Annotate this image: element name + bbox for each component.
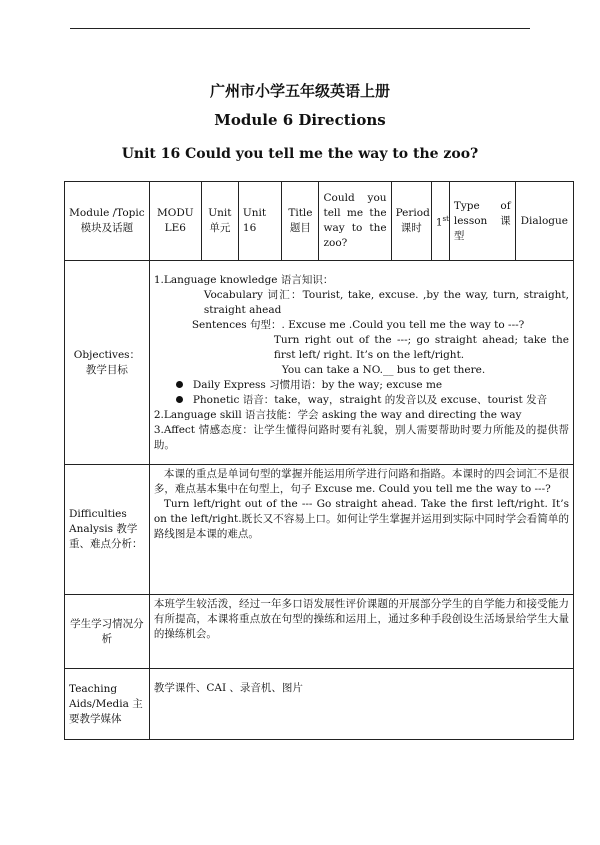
- objectives-label: Objectives：教学目标: [65, 261, 150, 465]
- difficulties-label: Difficulties Analysis 教学重、难点分析：: [65, 465, 150, 595]
- objective-line: Sentences 句型：. Excuse me .Could you tell me the way to ---?: [191, 318, 525, 331]
- bullet-icon: [176, 396, 183, 403]
- unit-value: Unit 16: [238, 182, 281, 261]
- unit-label: Unit 单元: [201, 182, 238, 261]
- students-label: 学生学习情况分析: [65, 595, 150, 669]
- objective-bullet-text: Phonetic 语音：take，way，straight 的发音以及 excuse、tourist 发音: [192, 393, 548, 406]
- objective-bullet-line: [154, 393, 569, 408]
- objective-bullet-text: Daily Express 习惯用语：by the way; excuse me: [192, 378, 443, 391]
- students-content: [149, 595, 573, 669]
- module-title: Module 6 Directions: [214, 111, 386, 129]
- header-row: [65, 182, 574, 261]
- header-rule: [70, 28, 530, 29]
- aids-content: [149, 669, 573, 740]
- bullet-icon: [176, 381, 183, 388]
- type-label: Type of lesson 课型: [449, 182, 515, 261]
- period-suffix: st: [442, 214, 449, 223]
- aids-label: Teaching Aids/Media 主要教学媒体: [65, 669, 150, 740]
- module-topic-label: Module /Topic 模块及话题: [65, 182, 150, 261]
- objectives-row: [65, 261, 574, 465]
- students-row: [65, 595, 574, 669]
- objectives-content: [149, 261, 573, 465]
- objective-line: Vocabulary 词汇：Tourist, take, excuse. ,by the way, turn, straight, straight ahead: [203, 288, 569, 316]
- objective-line: Turn right out of the ---; go straight ahead; take the first left/ right. It’s on the left/right.: [273, 333, 569, 361]
- school-title: 广州市小学五年级英语上册: [209, 82, 390, 100]
- objective-line: 3.Affect 情感态度：让学生懂得问路时要有礼貌，别人需要帮助时要力所能及的提供帮助。: [153, 423, 569, 451]
- students-text: 本班学生较活泼，经过一年多口语发展性评价课题的开展部分学生的自学能力和接受能力有所提高，本课将重点放在句型的操练和运用上，通过多种手段创设生活场景给学生大量的操练机会。: [153, 598, 569, 640]
- objective-line: 1.Language knowledge 语言知识：: [153, 273, 334, 286]
- objective-bullet-line: [154, 378, 569, 393]
- period-value: [431, 182, 449, 261]
- difficulties-row: [65, 465, 574, 595]
- aids-row: [65, 669, 574, 740]
- module-code: MODU LE6: [149, 182, 201, 261]
- difficulties-text: 本课的重点是单词句型的掌握并能运用所学进行问路和指路。本课时的四会词汇不是很多，难点基本集中在句型上，句子 Excuse me. Could you tell me the way to ---?: [153, 468, 569, 495]
- difficulties-content: [149, 465, 573, 595]
- difficulties-text: Turn left/right out of the --- Go straight ahead. Take the first left/right. It’s on the left/right.既长又不容易上口。如何让学生掌握并运用到实际中同时学会看简单的路线图是本课的难点。: [153, 498, 569, 540]
- unit-title: Unit 16 Could you tell me the way to the zoo?: [121, 146, 479, 162]
- period-label: Period 课时: [391, 182, 431, 261]
- period-number: 1: [435, 216, 443, 229]
- title-label: Title 题目: [282, 182, 319, 261]
- type-value: Dialogue: [515, 182, 573, 261]
- objective-line: You can take a NO.__ bus to get there.: [281, 363, 486, 376]
- title-value: Could you tell me the way to the zoo?: [319, 182, 391, 261]
- aids-text: 教学课件、CAI 、录音机、图片: [153, 682, 303, 694]
- lesson-plan-table: [64, 181, 574, 740]
- objective-line: 2.Language skill 语言技能：学会 asking the way and directing the way: [153, 408, 522, 421]
